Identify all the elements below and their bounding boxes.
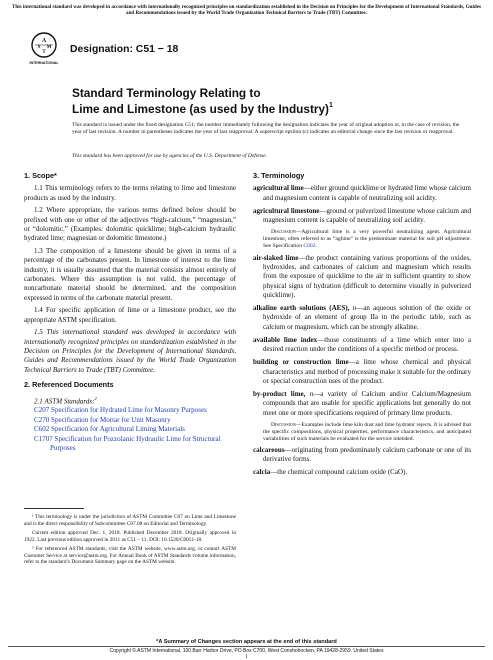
referenced-documents-list (34, 394, 236, 454)
reference-item: C1707 Specification for Pozzolanic Hydraulic Lime for Structural Purposes (34, 434, 221, 452)
referenced-documents-heading: 2. Referenced Documents (24, 380, 114, 390)
astm-logo (29, 31, 59, 67)
term-name: air-slaked lime (253, 253, 299, 262)
scope-heading: 1. Scope* (24, 171, 57, 180)
svg-text:S: S (37, 45, 41, 50)
term-entry (253, 336, 471, 355)
scope-para-1-4: 1.4 For specific application of lime or a limestone product, see the appropriate ASTM specification. (24, 306, 236, 324)
title-footnote-ref[interactable]: 1 (328, 102, 333, 109)
page-number: 1 (245, 654, 248, 660)
copyright-divider (8, 646, 485, 647)
term-name: building or construction lime (253, 358, 349, 367)
term-definition: —originating from predominately calcium carbonate or one of its derivative forms. (263, 446, 471, 464)
term-name: available lime index (253, 335, 318, 344)
term-definition: —the product containing various proportions of the oxides, hydroxides, and carbonates of calcium and magnesium which results from the exposure of quicklime to the air in sufficient quantity to show physical signs of hydration (difficult to determine visually in pulverized quicklime). (263, 253, 472, 300)
term-name: calcia (253, 468, 271, 477)
reference-item: C207 Specification for Hydrated Lime for Masonry Purposes (34, 406, 207, 415)
reference-item: C602 Specification for Agricultural Liming Materials (34, 425, 185, 434)
term-definition: —ground or pulverized limestone whose calcium and magnesium content is capable of neutralizing soil acidity. (263, 206, 471, 225)
designation: Designation: C51 − 18 (70, 44, 179, 55)
scope-para-1-1: 1.1 This terminology refers to the terms relating to lime and limestone products as used by the industry. (24, 184, 236, 202)
discussion-note: Discussion—Examples include lime kiln dust and lime hydrator rejects. It is advised that the specific compositions, physical properties, performance characteristics, and anticipated variabilities of such materials be evaluated for the service intended. (263, 421, 471, 442)
part-of-speech: n (349, 304, 357, 313)
term-definition: —those constituents of a lime which enter into a desired reaction under the conditions of a specific method or process. (263, 335, 471, 354)
term-entry (253, 304, 471, 332)
footnote-divider (24, 508, 84, 509)
right-column (253, 171, 471, 481)
top-notice: This international standard was developed in accordance with internationally recognized principles on standardization established in the Decision on Principles for the Development of International Standards, Guides and Recommendations issued by the World Trade Organization Technical Barriers to Trade (TBT) Committee. (11, 4, 482, 17)
term-entry (253, 390, 471, 418)
reference-link-c602[interactable]: C602 (34, 425, 50, 434)
term-name: alkaline earth solutions (AES), (253, 304, 350, 313)
footnote-1-edition: Current edition approved Dec. 1, 2018. Published December 2018. Originally approved in 1922. Last previous edition approved in 2011 as C51 – 11. DOI: 10.1520/C0051-18. (24, 530, 236, 543)
dod-approval-note: This standard has been approved for use by agencies of the U.S. Department of Defense. (72, 153, 267, 159)
svg-text:M: M (46, 45, 52, 50)
left-column (24, 171, 236, 453)
page-title (72, 86, 442, 116)
scope-para-1-5: 1.5 This international standard was developed in accordance with internationally recognized principles on standardization established in the Decision on Principles for the Development of International Standards, Guides and Recommendations issued by the World Trade Organization Technical Barriers to Trade (TBT) Committee. (24, 328, 236, 374)
term-definition: —a variety of Calcium and/or Calcium/Magnesium compounds that are usable for specific applications but generally do not meet one or more specifications required of primary lime products. (263, 389, 472, 417)
scope-para-1-3: 1.3 The composition of a limestone should be given in terms of a percentage of the carbonates present. In limestone of interest to the lime industry, it is usually assumed that the material consists almost entirely of carbonates. Where this assumption is not valid, the percentage of noncarbonate material should be determined, and the composition expressed in terms of the carbonate material present. (24, 246, 236, 302)
copyright-line: Copyright © ASTM International, 100 Barr Harbor Drive, PO Box C700, West Conshohocken, PA 19428-2959. United States (109, 648, 384, 654)
summary-of-changes-note: *A Summary of Changes section appears at the end of this standard (156, 639, 337, 645)
footnote-2: ² For referenced ASTM standards, visit the ASTM website, www.astm.org, or contact ASTM Customer Service at service@astm.org. For Annual Book of ASTM Standards volume information, refer to the standard’s Document Summary page on the ASTM website. (24, 546, 236, 565)
terminology-heading: 3. Terminology (253, 171, 305, 180)
term-name: agricultural lime (253, 184, 304, 193)
term-entry (253, 184, 471, 203)
term-name: agricultural limestone (253, 206, 320, 215)
term-definition: —the chemical compound calcium oxide (CaO). (270, 468, 408, 477)
term-name: by-product lime, (253, 389, 306, 398)
term-definition: —a lime whose chemical and physical characteristics and method of processing make it suitable for the ordinary or special construction uses of the product. (263, 358, 471, 385)
title-line-1: Standard Terminology Relating to (72, 86, 261, 100)
term-definition: —an aqueous solution of the oxide or hydroxide of an element of group IIa in the periodic table, such as calcium or magnesium, which can be strongly alkaline. (263, 304, 471, 331)
term-entry (253, 468, 471, 477)
reference-link-c207[interactable]: C207 (34, 406, 50, 415)
footnote-2-ref[interactable]: 2 (94, 395, 97, 401)
discussion-note: Discussion—Agricultural lime is a very powerful neutralizing agent. Agricultural limestone, often referred to as “aglime” is the predominate material for soil pH adjustment. See Specification C602. (263, 229, 471, 250)
issuance-note: This standard is issued under the fixed designation C51; the number immediately following the designation indicates the year of original adoption or, in the case of revision, the year of last revision. A number in parentheses indicates the year of last reapproval. A superscript epsilon (ε) indicates an editorial change since the last revision or reapproval. (72, 122, 460, 136)
part-of-speech: n (305, 389, 314, 398)
term-entry (253, 446, 471, 465)
footnote-1: ¹ This terminology is under the jurisdiction of ASTM Committee C07 on Lime and Limestone and is the direct responsibility of Subcommittee C07.08 on Editorial and Terminology. (24, 514, 236, 527)
svg-text:A: A (41, 38, 47, 44)
term-definition: —either ground quicklime or hydrated lime whose calcium and magnesium content is capable of neutralizing soil acidity. (263, 184, 471, 202)
reference-link-c1707[interactable]: C1707 (34, 434, 53, 443)
title-line-2: Lime and Limestone (as used by the Industry)$^1$ (72, 101, 333, 116)
term-entry (253, 358, 471, 386)
footnotes (24, 508, 236, 569)
astm-standards-label: 2.1 ASTM Standards:$^2$ (34, 395, 97, 405)
reference-link-c602-inline[interactable]: C602 (303, 243, 316, 250)
svg-text:T: T (42, 50, 46, 55)
term-entry (253, 207, 471, 226)
term-name: calcareous (253, 446, 285, 455)
reference-item: C270 Specification for Mortar for Unit Masonry (34, 415, 171, 424)
term-entry (253, 254, 471, 301)
scope-para-1-2: 1.2 Where appropriate, the various terms defined below should be prefixed with one or other of the adjectives “high-calcium,” “magnesian,” or “dolomitic.” (Examples: dolomitic quicklime; high-calcium hydraulic hydrated lime; magnesian or dolomitic limestone.) (24, 206, 236, 243)
reference-link-c270[interactable]: C270 (34, 415, 50, 424)
logo-text: INTERNATIONAL (29, 61, 59, 65)
